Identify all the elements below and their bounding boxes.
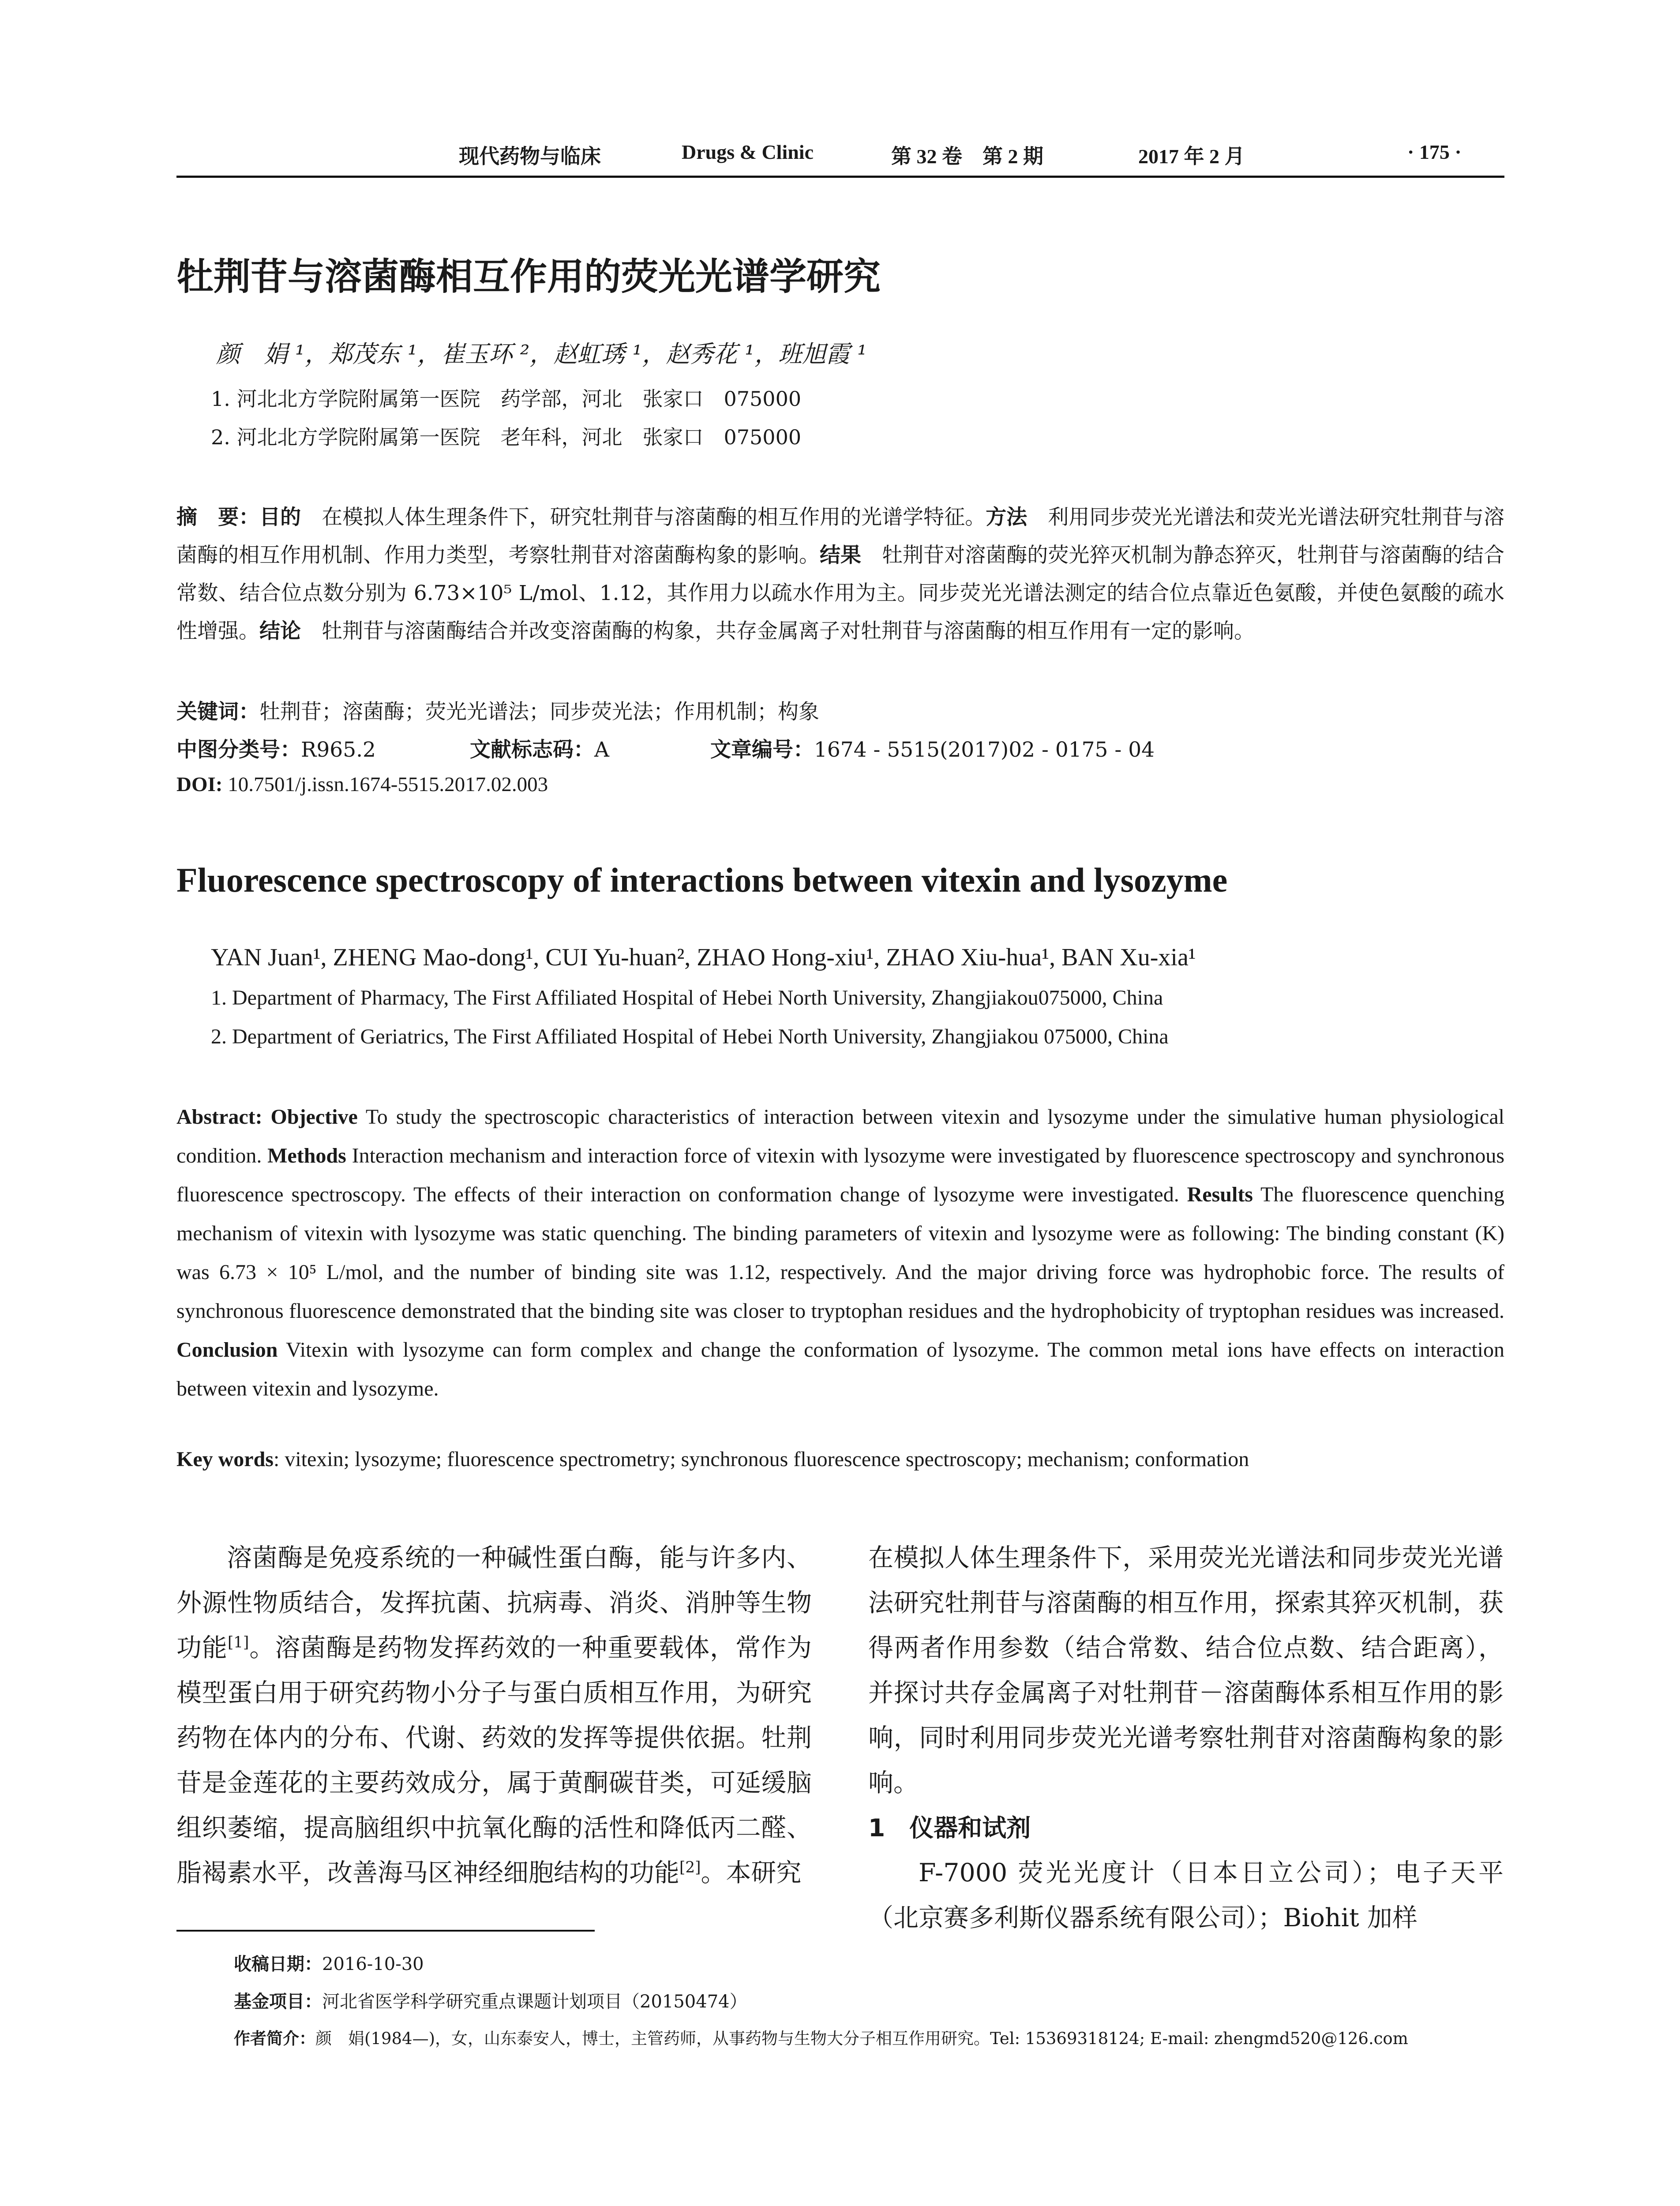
- abstract-cn-label: 摘 要：: [176, 505, 260, 529]
- doi-row: [176, 772, 548, 796]
- citation-1[interactable]: [1]: [227, 1634, 249, 1651]
- body-paragraph-continued: 在模拟人体生理条件下，采用荧光光谱法和同步荧光光谱法研究牡荆苷与溶菌酶的相互作用，探索其猝灭机制，获得两者作用参数（结合常数、结合位点数、结合距离），并探讨共存金属离子对牡荆苷－溶菌酶体系相互作用的影响，同时利用同步荧光光谱考察牡荆苷对溶菌酶构象的影响。: [868, 1543, 1504, 1797]
- abstract-cn-results-label: 结果: [819, 543, 862, 567]
- keywords-en-label: Key words: [176, 1448, 274, 1471]
- keywords-cn: [176, 695, 819, 725]
- affiliation-cn-2: 2. 河北北方学院附属第一医院 老年科，河北 张家口 075000: [211, 425, 802, 449]
- clc-value: R965.2: [301, 738, 376, 762]
- journal-name-en: Drugs & Clinic: [682, 141, 814, 163]
- abstract-en-conclusion: Vitexin with lysozyme can form complex and change the conformation of lysozyme. The common metal ions have effects on interaction between vitexin and lysozyme.: [176, 1338, 1504, 1400]
- footnote-received-label: 收稿日期：: [234, 1954, 322, 1974]
- footnote-fund-value: 河北省医学科学研究重点课题计划项目（20150474）: [322, 1992, 747, 2012]
- footnote-author-value: 颜 娟(1984—)，女，山东泰安人，博士，主管药师，从事药物与生物大分子相互作用研究。Tel: 15369318124; E-mail: zhengmd520@126.com: [315, 2029, 1408, 2048]
- body-paragraph-instruments: F-7000 荧光光度计（日本日立公司）；电子天平（北京赛多利斯仪器系统有限公司）；Biohit 加样: [868, 1858, 1504, 1932]
- header-rule: [176, 176, 1504, 178]
- abstract-cn-conclusion: 牡荆苷与溶菌酶结合并改变溶菌酶的构象，共存金属离子对牡荆苷与溶菌酶的相互作用有一定的影响。: [301, 619, 1255, 643]
- authors-cn: 颜 娟 ¹，郑茂东 ¹，崔玉环 ²，赵虹琇 ¹，赵秀花 ¹，班旭霞 ¹: [216, 340, 867, 368]
- journal-name-cn: 现代药物与临床: [459, 144, 601, 168]
- abstract-en-conclusion-label: Conclusion: [176, 1338, 278, 1362]
- doi-link[interactable]: 10.7501/j.issn.1674-5515.2017.02.003: [222, 773, 548, 796]
- abstract-cn-objective: 在模拟人体生理条件下，研究牡荆苷与溶菌酶的相互作用的光谱学特征。: [301, 505, 986, 529]
- footnote-fund: [234, 1988, 747, 2013]
- running-header: [176, 140, 1504, 171]
- section-heading-1: 1 仪器和试剂: [868, 1814, 1031, 1842]
- abstract-cn-methods: 利用同步荧光光谱法和荧光光谱法研究牡荆苷与溶菌酶的相互作用机制、作用力类型，考察牡荆苷对溶菌酶构象的影响。: [176, 505, 1505, 567]
- authors-en: YAN Juan¹, ZHENG Mao-dong¹, CUI Yu-huan², ZHAO Hong-xiu¹, ZHAO Xiu-hua¹, BAN Xu-xia¹: [211, 944, 1196, 971]
- keywords-cn-label: 关键词：: [176, 700, 259, 724]
- footnote-rule: [176, 1930, 595, 1932]
- citation-2[interactable]: [2]: [679, 1859, 701, 1876]
- affiliation-cn-1: 1. 河北北方学院附属第一医院 药学部，河北 张家口 075000: [211, 387, 802, 411]
- keywords-en-text: : vitexin; lysozyme; fluorescence spectrometry; synchronous fluorescence spectroscopy; mechanism; conformation: [273, 1448, 1249, 1471]
- issue-date: 2017 年 2 月: [1138, 145, 1245, 168]
- keywords-en: [176, 1447, 1249, 1471]
- doc-code-label: 文献标志码：: [470, 738, 594, 762]
- page-number: · 175 ·: [1407, 141, 1462, 163]
- volume-issue: 第 32 卷 第 2 期: [891, 145, 1043, 168]
- footnote-received-value: 2016-10-30: [322, 1954, 424, 1974]
- body-text-2: 。溶菌酶是药物发挥药效的一种重要载体，常作为模型蛋白用于研究药物小分子与蛋白质相互作用，为研究药物在体内的分布、代谢、药效的发挥等提供依据。牡荆苷是金莲花的主要药效成分，属于黄酮碳苷类，可延缓脑组织萎缩，提高脑组织中抗氧化酶的活性和降低丙二醛、脂褐素水平，改善海马区神经细胞结构的功能: [176, 1633, 812, 1887]
- abstract-en: [176, 1098, 1504, 1408]
- abstract-en-methods: Interaction mechanism and interaction force of vitexin with lysozyme were investigated by fluorescence spectroscopy and synchronous fluorescence spectroscopy. The effects of their interaction on conformation change of lysozyme were investigated.: [176, 1144, 1504, 1206]
- article-number-value: 1674 - 5515(2017)02 - 0175 - 04: [814, 738, 1155, 762]
- body-paragraph-intro: [176, 1535, 812, 1895]
- body-right-column: [868, 1535, 1504, 1940]
- keywords-cn-text: 牡荆苷；溶菌酶；荧光光谱法；同步荧光法；作用机制；构象: [259, 700, 819, 724]
- abstract-cn-conclusion-label: 结论: [259, 619, 301, 643]
- body-left-column: [176, 1535, 812, 1895]
- footnote-fund-label: 基金项目：: [234, 1992, 322, 2012]
- abstract-en-methods-label: Methods: [267, 1144, 346, 1167]
- abstract-cn-methods-label: 方法: [986, 505, 1028, 529]
- body-text-1: 溶菌酶是免疫系统的一种碱性蛋白酶，能与许多内、外源性物质结合，发挥抗菌、抗病毒、消炎、消肿等生物功能: [176, 1543, 812, 1662]
- abstract-en-results: The fluorescence quenching mechanism of vitexin with lysozyme was static quenching. The binding parameters of vitexin and lysozyme were as following: The binding constant (K) was 6.73 × 10⁵ L/mol, and the number of binding site was 1.12, respectively. And the major driving force was hydrophobic force. The results of synchronous fluorescence demonstrated that the binding site was closer to tryptophan residues and the hydrophobicity of tryptophan residues was increased.: [176, 1183, 1504, 1323]
- footnote-author: [234, 2025, 1408, 2049]
- affiliation-en-1: 1. Department of Pharmacy, The First Affiliated Hospital of Hebei North University, Zhangjiakou075000, China: [211, 986, 1163, 1009]
- abstract-cn: [176, 499, 1504, 650]
- title-en: Fluorescence spectroscopy of interactions between vitexin and lysozyme: [176, 861, 1228, 899]
- body-text-3: 。本研究: [701, 1858, 802, 1887]
- footnote-received: [234, 1950, 424, 1975]
- abstract-cn-results: 牡荆苷对溶菌酶的荧光猝灭机制为静态猝灭，牡荆苷与溶菌酶的结合常数、结合位点数分别为 6.73×10⁵ L/mol、1.12，其作用力以疏水作用为主。同步荧光光谱法测定的结合位点靠近色氨酸，并使色氨酸的疏水性增强。: [176, 543, 1505, 643]
- affiliation-en-2: 2. Department of Geriatrics, The First Affiliated Hospital of Hebei North University, Zhangjiakou 075000, China: [211, 1025, 1169, 1048]
- abstract-en-results-label: Results: [1187, 1183, 1253, 1206]
- abstract-en-label: Abstract:: [176, 1105, 271, 1129]
- article-number-label: 文章编号：: [710, 738, 814, 762]
- footnote-author-label: 作者简介：: [234, 2029, 315, 2048]
- abstract-en-objective: To study the spectroscopic characteristics of interaction between vitexin and lysozyme under the simulative human physiological condition.: [176, 1105, 1504, 1167]
- doi-label: DOI:: [176, 773, 223, 796]
- title-cn: 牡荆苷与溶菌酶相互作用的荧光光谱学研究: [176, 255, 881, 298]
- abstract-en-objective-label: Objective: [270, 1105, 358, 1129]
- doc-code-value: A: [594, 738, 609, 762]
- abstract-cn-objective-label: 目的: [259, 505, 301, 529]
- clc-label: 中图分类号：: [176, 738, 301, 762]
